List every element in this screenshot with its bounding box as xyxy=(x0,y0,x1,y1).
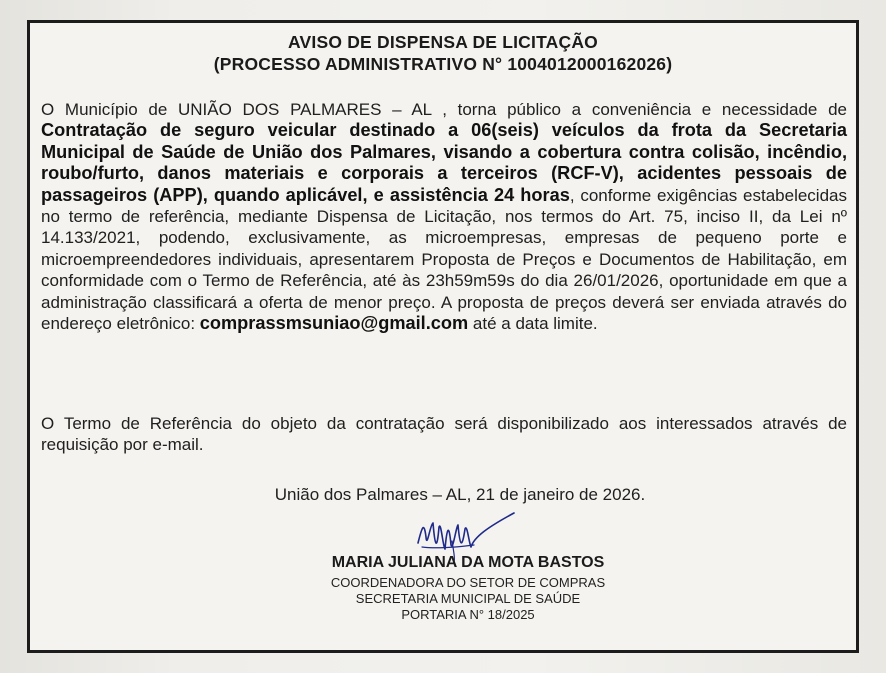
notice-paragraph-2: O Termo de Referência do objeto da contratação será disponibilizado aos interessados através de requisição por e-mail. xyxy=(41,414,847,455)
paragraph-outro: até a data limite. xyxy=(468,314,598,334)
date-line: União dos Palmares – AL, 21 de janeiro de 2026. xyxy=(274,485,646,504)
contract-object: Contratação de seguro veicular destinado a 06(seis) veículos da frota da Secretaria Municipal de Saúde de União dos Palmares, visando a cobertura contra colisão, incêndio, roubo/furto, danos materiais e corporais a terceiros (RCF-V), acidentes pessoais de passageiros (APP), quando aplicável, e assistência 24 horas xyxy=(41,120,847,205)
notice-title: AVISO DE DISPENSA DE LICITAÇÃO xyxy=(287,32,598,52)
signatory-role: COORDENADORA DO SETOR DE COMPRAS xyxy=(330,575,606,590)
process-number: (PROCESSO ADMINISTRATIVO N° 1004012000162026) xyxy=(213,54,673,74)
notice-paragraph-1 xyxy=(41,99,847,334)
paragraph-intro: O Município de UNIÃO DOS PALMARES – AL , torna público a conveniência e necessidade de xyxy=(41,100,847,119)
signatory-department: SECRETARIA MUNICIPAL DE SAÚDE xyxy=(355,591,581,606)
paragraph-middle: , conforme exigências estabelecidas no termo de referência, mediante Dispensa de Licitação, nos termos do Art. 75, inciso II, da Lei nº 14.133/2021, podendo, exclusivamente, as microempresas, empresas de pequeno porte e microempreendedores individuais, apresentarem Proposta de Preços e Documentos de Habilitação, em conformidade com o Termo de Referência, até às 23h59m59s do dia 26/01/2026, oportunidade em que a administração classificará a oferta de menor preço. A proposta de preços deverá ser enviada através do endereço eletrônico: xyxy=(41,185,847,334)
notice-box xyxy=(27,20,859,653)
signatory-name: MARIA JULIANA DA MOTA BASTOS xyxy=(331,554,605,571)
contact-email: comprassmsuniao@gmail.com xyxy=(199,313,469,334)
signatory-portaria: PORTARIA N° 18/2025 xyxy=(401,607,535,622)
